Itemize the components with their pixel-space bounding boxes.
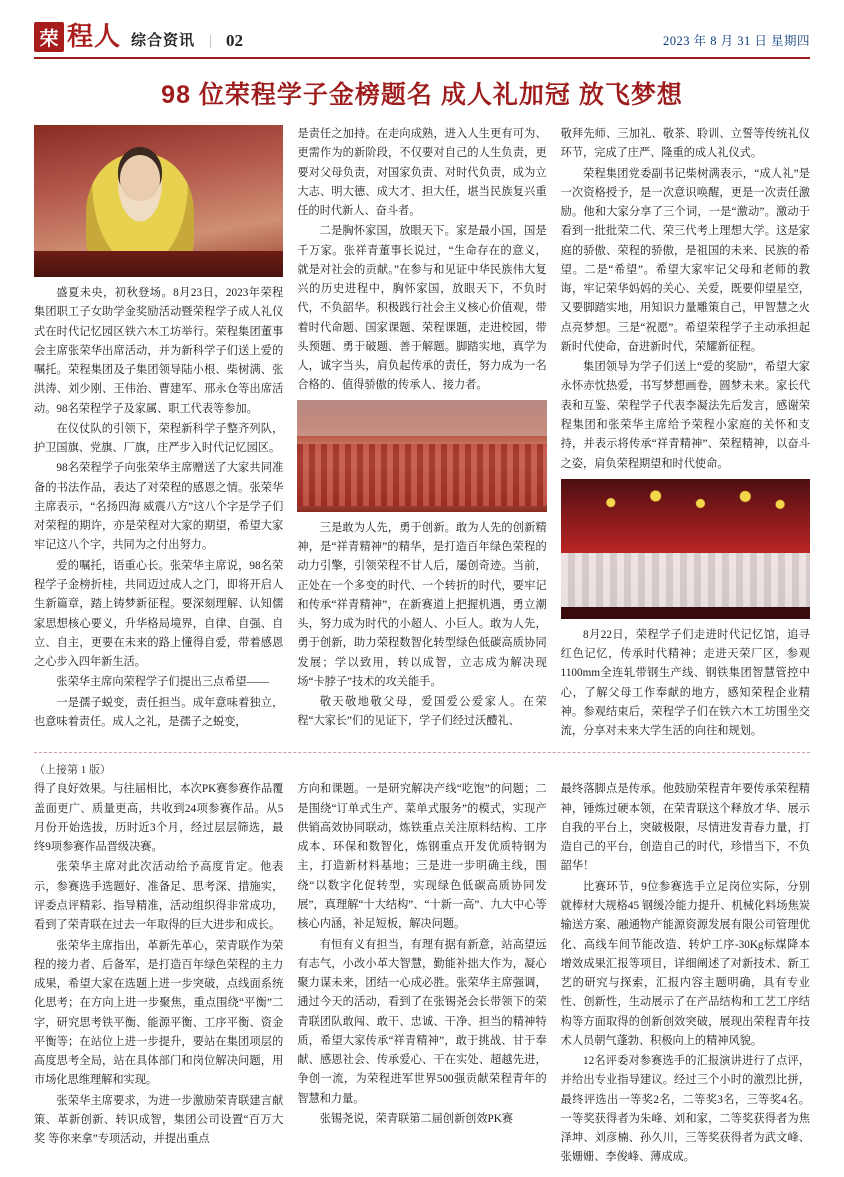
logo-text: 程人 <box>67 22 122 51</box>
page-title: 98 位荣程学子金榜题名 成人礼加冠 放飞梦想 <box>161 81 683 109</box>
masthead <box>34 22 810 59</box>
publication-logo <box>34 22 121 52</box>
logo-seal-icon: 荣 <box>34 22 64 52</box>
paragraph: 二是胸怀家国，放眼天下。家是最小国，国是千万家。张祥青董事长说过，“生命存在的意义，就是对社会的贡献。”在参与和见证中华民族伟大复兴的历史进程中，胸怀家国，放眼天下，不负时代，不负韶华。积极践行社会主义核心价值观，带着时代命题、国家课题、荣程课题，走进校园，带头预题、勇于破题、善于解题。脚踏实地，真学为人，诚字当头，肩负起传承的责任，努力成为一名合格的、值得骄傲的传承人、接力者。 <box>297 225 547 392</box>
photo-podium-shape <box>34 251 283 277</box>
paragraph: 张荣华主席指出，革新先革心，荣青联作为荣程的接力者、后备军，是打造百年绿色荣程的主力成果，希望大家在选题上进一步突破，点线面系统化思考；在方向上进一步聚焦，重点围绕“平衡”二字，研究思考铁平衡、能源平衡、工序平衡、资金平衡等；在站位上进一步提升，要站在集团项层的高度思考全局，站在具体部门和岗位解决问题，用市场化思维理解和实现。 <box>34 939 284 1087</box>
ceremony-hall-photo <box>297 400 546 512</box>
issue-date: 2023 年 8 月 31 日 星期四 <box>662 34 810 48</box>
section-divider: | <box>209 33 213 49</box>
continuation-column-2 <box>297 780 546 1130</box>
article-column-2 <box>297 125 546 733</box>
continuation-article <box>34 780 810 1168</box>
top-article <box>34 125 810 742</box>
section-name: 综合资讯 <box>131 33 196 49</box>
paragraph: 荣程集团党委副书记柴树满表示，“成人礼”是一次资格授予，是一次意识唤醒，更是一次责任激励。他和大家分享了三个词，一是“激动”。激动于看到一批批荣二代、荣三代考上理想大学。这是家庭的骄傲、荣程的骄傲，是祖国的未来、民族的希望。二是“希望”。希望大家牢记父母和老师的教诲，牢记荣华妈妈的关心、关爱，既要仰望星空，又要脚踏实地，用知识力量雕策自己，甲智慧之火点亮梦想。三是“祝愿”。希望荣程学子主动承担起新时代使命，奋进新时代，荣耀新征程。 <box>560 167 810 353</box>
paragraph: 有恒有义有担当，有理有据有新意，站高望远有志气，小改小革大智慧，勤能补拙大作为，凝心聚力谋未来，团结一心成必胜。张荣华主席强调，通过今天的活动，看到了在张锡尧会长带领下的荣青联团队敢闯、敢干、忠诚、干净、担当的精神特质，希望大家传承“祥青精神”，敢于挑战、甘于奉献、感恩社会、传承爱心、干在实处、超越先进，争创一流，为荣程进军世界500强贡献荣程青年的智慧和力量。 <box>297 938 547 1105</box>
photo-choir-shape <box>561 553 810 609</box>
paragraph: 比赛环节，9位参赛选手立足岗位实际，分别就棒材大规格45 钢缓冷能力提升、机械化料场焦炭输送方案、融通物产能源资源发展有限公司管理优化、高线车间节能改造、转炉工序-30Kg标煤降本增效成果汇报等项目，详细阐述了对新技术、新工艺的研究与探索，汇报内容主题明确，具有专业性、创新性，生动展示了在产品结构和工艺工序结构等方面取得的创新创效突破，展现出荣程青年技术人员朝气蓬勃、积极向上的精神风貌。 <box>560 880 810 1047</box>
paragraph: 敬拜先师、三加礼、敬茶、聆训、立誓等传统礼仪环节，完成了庄严、隆重的成人礼仪式。 <box>560 128 810 160</box>
paragraph: 8月22日，荣程学子们走进时代记忆馆，追寻红色记忆，传承时代精神；走进天荣厂区，参观1100mm全连轧带钢生产线、钢铁集团智慧管控中心，了解父母工作奉献的地方，感知荣程企业精神。参观结束后，荣程学子们在铁六木工坊围坐交流，分享对未来大学生活的向往和规划。 <box>560 628 810 738</box>
masthead-left <box>34 22 243 52</box>
choir-stage-photo <box>561 479 810 619</box>
paragraph: 得了良好效果。与往届相比，本次PK赛参赛作品覆盖面更广、质量更高，共收到24项参赛作品。从5月份开始选拔，历时近3个月，经过层层筛选，最终9项参赛作品晋级决赛。 <box>34 783 284 854</box>
paragraph: 张荣华主席要求，为进一步激励荣青联建言献策、革新创新、转识成智，集团公司设置“百万大奖 等你来拿”专项活动，并提出重点 <box>34 1094 284 1146</box>
article-column-1 <box>34 125 283 733</box>
photo-floor-shape <box>561 607 810 619</box>
page-number: 02 <box>226 31 244 50</box>
paragraph: 张荣华主席向荣程学子们提出三点希望—— <box>56 676 269 689</box>
paragraph: 98名荣程学子向张荣华主席赠送了大家共同准备的书法作品，表达了对荣程的感恩之情。张荣华主席表示，“名扬四海 威震八方”这八个字是学子们对荣程的期许，亦是荣程对大家的期望，希望大家牢记这八个字，共同为之付出努力。 <box>34 462 284 552</box>
paragraph: 12名评委对参赛选手的汇报演讲进行了点评，并给出专业指导建议。经过三个小时的激烈比拼，最终评选出一等奖2名，二等奖3名，三等奖4名。一等奖获得者为朱峰、刘和家，二等奖获得者为焦泽坤、刘彦楠、孙久川，三等奖获得者为武文峰、张姗姗、李俊峰、薄成成。 <box>560 1055 810 1164</box>
paragraph: 敬天敬地敬父母，爱国爱公爱家人。在荣程“大家长”们的见证下，学子们经过沃醴礼、 <box>297 696 547 728</box>
paragraph: 张锡尧说，荣青联第二届创新创效PK赛 <box>319 1112 514 1125</box>
paragraph: 在仪仗队的引领下，荣程新科学子整齐列队，护卫国旗、党旗、厂旗，庄严步入时代记忆园区。 <box>34 422 284 455</box>
paragraph: 集团领导为学子们送上“爱的奖励”，希望大家永怀赤忱热爱，书写梦想画卷，圆梦未来。家长代表和互鉴、荣程学子代表李凝法先后发言，感谢荣程集团和张荣华主席给予荣程小家庭的关怀和支持，并表示将传承“祥青精神”、荣程精神，以奋斗之姿，肩负荣程期望和时代使命。 <box>560 361 810 470</box>
continuation-column-1 <box>34 780 283 1150</box>
paragraph: 最终落脚点是传承。他鼓励荣程青年要传承荣程精神，锤炼过硬本领，在荣青联这个释放才华、展示自我的平台上，突破极限，尽情进发青春力量，打造自己的平台，创造自己的时代，珍惜当下，不负韶华！ <box>560 783 810 873</box>
paragraph: 一是孺子蜕变，责任担当。成年意味着独立，也意味着责任。成人之礼，是孺子之蜕变， <box>34 696 284 728</box>
speaker-photo <box>34 125 283 277</box>
paragraph: 是责任之加持。在走向成熟，进入人生更有可为、更需作为的新阶段，不仅要对自己的人生负责，更要对父母负责，对国家负责、对时代负责，成为立大志、明大德、成大才、担大任，堪当民族复兴重任的时代新人、奋斗者。 <box>297 128 547 218</box>
photo-head-shape <box>120 155 160 201</box>
continuation-column-3 <box>561 780 810 1168</box>
paragraph: 三是敢为人先，勇于创新。敢为人先的创新精神，是“祥青精神”的精华，是打造百年绿色荣程的动力引擎，引领荣程不甘人后，屡创奇迹。当前，正处在一个多变的时代、一个转折的时代，要牢记和传承“祥青精神”，在新赛道上把握机遇，勇立潮头，努力成为时代的小超人、小巨人。敢为人先，勇于创新，助力荣程数智化转型绿色低碳高质协同发展；学以致用，转以成智，立志成为解决现场“卡脖子”技术的攻关能手。 <box>297 521 547 688</box>
paragraph: 张荣华主席对此次活动给予高度肯定。他表示，参赛选手选题好、准备足、思考深、措施实，评委点评精彩、指导精准，活动组织得非常成功，看到了荣青联在过去一年取得的巨大进步和成长。 <box>34 861 284 932</box>
photo-stars-shape <box>561 485 810 529</box>
paragraph: 方向和课题。一是研究解决产线“吃饱”的问题；二是围绕“订单式生产、菜单式服务”的模式，实现产供销高效协同联动，炼铁重点关注原料结构、工序成本、环保和数智化，炼钢重点开发优质特钢为主，打造新材料基地；三是进一步明确主线，围绕“以数字化促转型，实现绿色低碳高质协同发展”，真理解“十大结构”、“十新一高”、九大中心等核心内涵，补足短板，解决问题。 <box>297 783 547 931</box>
continuation-label: （上接第 1 版） <box>34 764 111 777</box>
section-divider-line <box>34 752 810 753</box>
paragraph: 爱的嘱托，语重心长。张荣华主席说，98名荣程学子金榜折桂，共同迈过成人之门，即将开启人生新篇章，踏上铸梦新征程。要深刻理解、认知儒家思想核心要义，升华格局境界，自律、自强、自立、自主，更要在未来的路上懂得自爱，带着感恩之心步入四年新生活。 <box>34 559 284 669</box>
paragraph: 盛夏未央，初秋登场。8月23日，2023年荣程集团职工子女助学金奖励活动暨荣程学子成人礼仪式在时代记忆园区铁六木工坊举行。荣程集团董事会主席张荣华出席活动，并为新科学子们送上爱的嘱托。荣程集团及子集团领导陆小根、柴树满、张洪涛、刘少刚、王伟治、曹建军、邢永仓等出席活动。98名荣程学子及家属、职工代表等参加。 <box>34 287 284 415</box>
photo-stage-shape <box>297 400 546 436</box>
photo-audience-shape <box>297 444 546 506</box>
article-column-3 <box>561 125 810 742</box>
